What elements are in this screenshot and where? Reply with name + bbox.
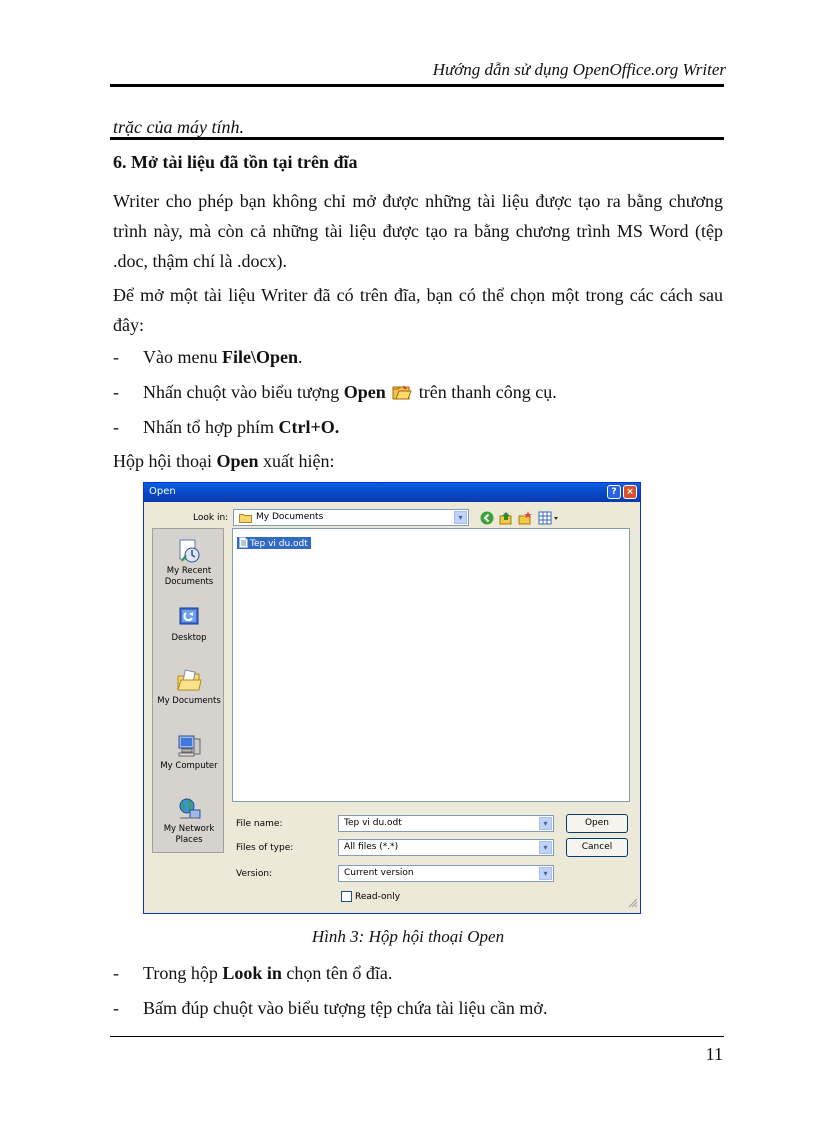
- chevron-down-icon[interactable]: ▾: [454, 511, 467, 524]
- chevron-down-icon[interactable]: ▾: [539, 817, 552, 830]
- chevron-down-icon[interactable]: ▾: [539, 841, 552, 854]
- file-list[interactable]: [232, 528, 630, 802]
- my-computer-icon: [176, 734, 202, 758]
- file-name-label: File name:: [236, 819, 283, 829]
- version-select[interactable]: Current version ▾: [338, 865, 554, 882]
- running-header: Hướng dẫn sử dụng OpenOffice.org Writer: [432, 60, 726, 79]
- footer-rule: [110, 1036, 724, 1037]
- recent-documents-icon: [176, 539, 202, 563]
- cancel-button[interactable]: Cancel: [566, 838, 628, 857]
- section-heading: 6. Mở tài liệu đã tồn tại trên đĩa: [113, 152, 358, 172]
- paragraph-1: Writer cho phép bạn không chỉ mở được những tài liệu được tạo ra bằng chương trình này, mà còn cả những tài liệu được tạo ra bằng chương trình MS Word (tệp .doc, thậm chí là .docx).: [113, 191, 723, 271]
- dialog-intro: Hộp hội thoại Open xuất hiện:: [113, 451, 335, 471]
- back-icon[interactable]: [480, 511, 494, 528]
- close-icon[interactable]: ×: [623, 485, 637, 499]
- place-desktop[interactable]: Desktop: [153, 606, 225, 644]
- open-folder-icon: [392, 380, 412, 410]
- file-name-input[interactable]: Tep vi du.odt ▾: [338, 815, 554, 832]
- dialog-title: Open: [149, 486, 176, 497]
- open-button[interactable]: Open: [566, 814, 628, 833]
- files-of-type-select[interactable]: All files (*.*) ▾: [338, 839, 554, 856]
- dialog-titlebar[interactable]: [144, 483, 640, 502]
- bullet-item: - Nhấn chuột vào biểu tượng Open trên thanh công cụ.: [113, 377, 557, 410]
- list-item[interactable]: Tep vi du.odt: [237, 537, 311, 549]
- document-icon: [239, 537, 248, 552]
- intro-line: trặc của máy tính.: [113, 117, 244, 137]
- resize-grip-icon[interactable]: [628, 898, 638, 911]
- look-in-select[interactable]: My Documents ▾: [233, 509, 469, 526]
- view-menu-icon[interactable]: [538, 511, 560, 528]
- chevron-down-icon[interactable]: ▾: [539, 867, 552, 880]
- place-my-documents[interactable]: My Documents: [153, 669, 225, 707]
- page-number: 11: [705, 1044, 723, 1064]
- bullet-item: - Trong hộp Look in chọn tên ổ đĩa.: [113, 963, 393, 983]
- place-my-network-places[interactable]: My Network Places: [153, 797, 225, 846]
- files-of-type-label: Files of type:: [236, 843, 294, 853]
- read-only-checkbox[interactable]: [341, 891, 352, 902]
- bullet-item: - Vào menu File\Open.: [113, 347, 303, 367]
- place-my-recent-documents[interactable]: My Recent Documents: [153, 539, 225, 588]
- figure-caption: Hình 3: Hộp hội thoại Open: [311, 927, 505, 946]
- bullet-item: - Nhấn tổ hợp phím Ctrl+O.: [113, 417, 340, 437]
- desktop-icon: [176, 606, 202, 630]
- section-rule: [110, 137, 724, 140]
- look-in-label: Look in:: [193, 513, 229, 523]
- network-places-icon: [176, 797, 202, 821]
- bullet-item: - Bấm đúp chuột vào biểu tượng tệp chứa tài liệu cần mở.: [113, 998, 548, 1018]
- folder-icon: [239, 513, 252, 529]
- my-documents-icon: [176, 669, 202, 693]
- help-icon[interactable]: ?: [607, 485, 621, 499]
- new-folder-icon[interactable]: [518, 511, 532, 528]
- places-bar: [152, 528, 224, 853]
- paragraph-2: Để mở một tài liệu Writer đã có trên đĩa, bạn có thể chọn một trong các cách sau đây:: [113, 285, 723, 335]
- up-folder-icon[interactable]: [499, 511, 513, 528]
- place-my-computer[interactable]: My Computer: [153, 734, 225, 772]
- open-dialog: [143, 482, 641, 914]
- version-label: Version:: [236, 869, 273, 879]
- header-rule: [110, 84, 724, 87]
- read-only-label: Read-only: [355, 892, 401, 902]
